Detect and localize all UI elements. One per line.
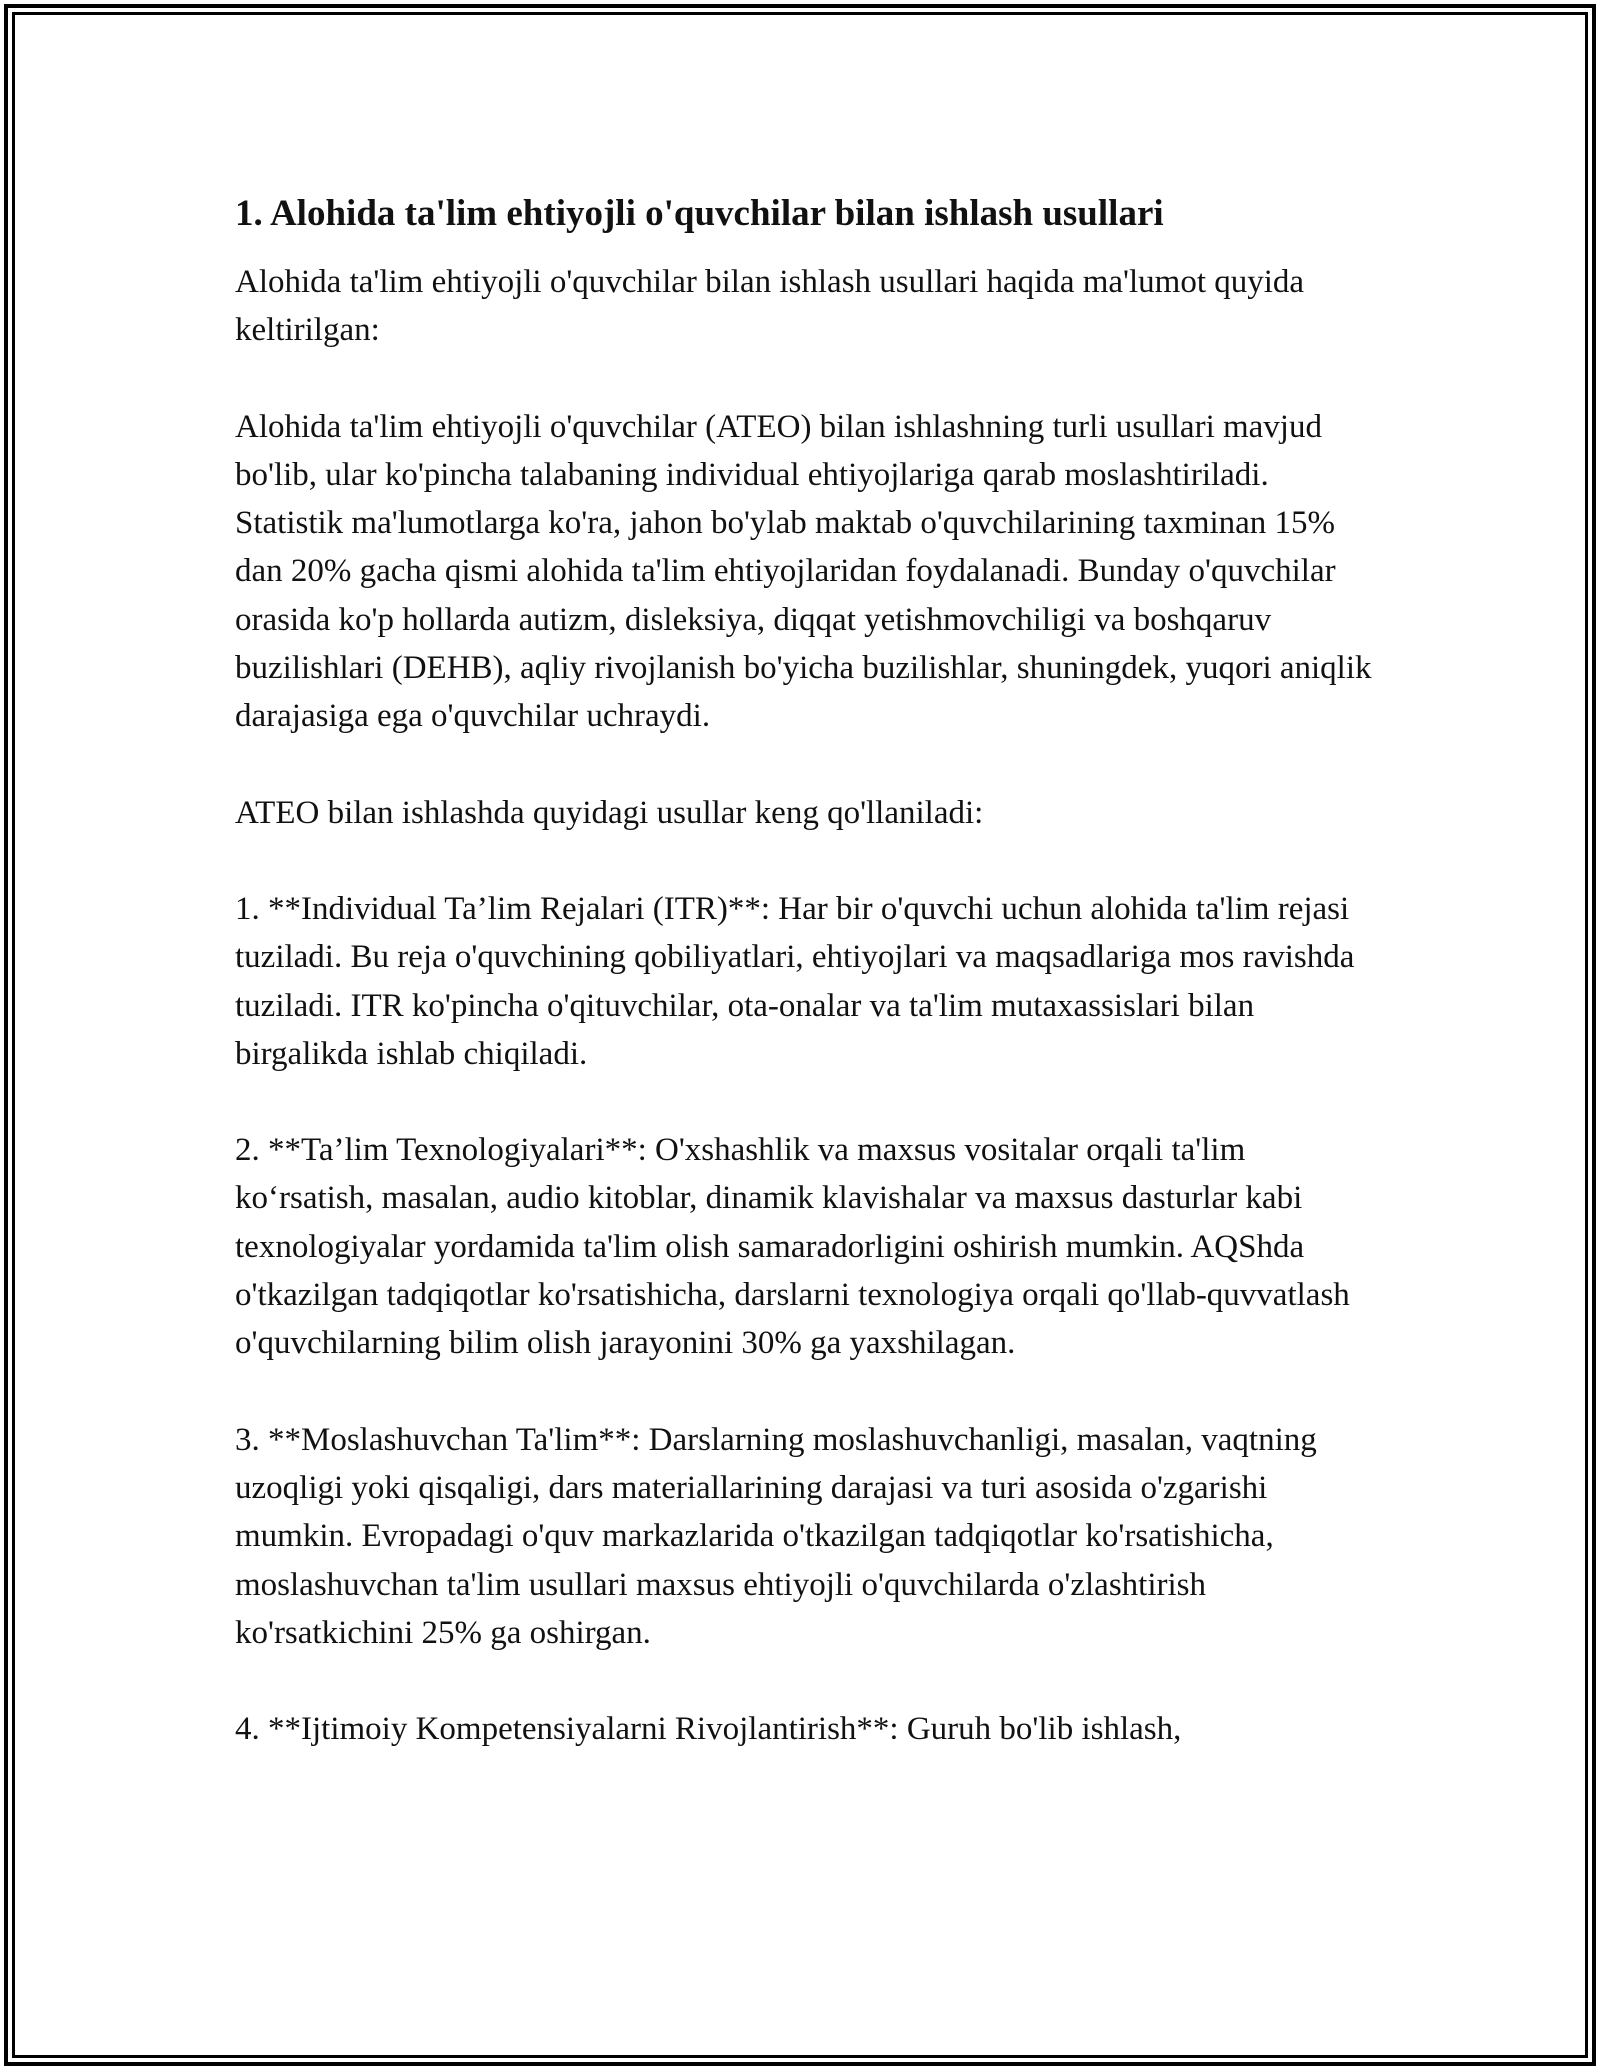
method-item-2: 2. **Ta’lim Texnologiyalari**: O'xshashlik va maxsus vositalar orqali ta'lim ko‘rsatish, masalan, audio kitoblar, dinamik klavishalar va maxsus dasturlar kabi texnologiyalar yordamida ta'lim olish samaradorligini oshirish mumkin. AQShda o'tkazilgan tadqiqotlar ko'rsatishicha, darslarni texnologiya orqali qo'llab-quvvatlash o'quvchilarning bilim olish jarayonini 30% ga yaxshilagan. (235, 1132, 1350, 1362)
document-body (235, 190, 1375, 1801)
methods-intro-paragraph: ATEO bilan ishlashda quyidagi usullar keng qo'llaniladi: (235, 794, 984, 831)
overview-paragraph: Alohida ta'lim ehtiyojli o'quvchilar (ATEO) bilan ishlashning turli usullari mavjud bo'lib, ular ko'pincha talabaning individual ehtiyojlariga qarab moslashtiriladi. Statistik ma'lumotlarga ko'ra, jahon bo'ylab maktab o'quvchilarining taxminan 15% dan 20% gacha qismi alohida ta'lim ehtiyojlaridan foydalanadi. Bunday o'quvchilar orasida ko'p hollarda autizm, disleksiya, diqqat yetishmovchiligi va boshqaruv buzilishlari (DEHB), aqliy rivojlanish bo'yicha buzilishlar, shuningdek, yuqori aniqlik darajasiga ega o'quvchilar uchraydi. (235, 408, 1372, 735)
method-item-3: 3. **Moslashuvchan Ta'lim**: Darslarning moslashuvchanligi, masalan, vaqtning uzoqligi yoki qisqaligi, dars materiallarining darajasi va turi asosida o'zgarishi mumkin. Evropadagi o'quv markazlarida o'tkazilgan tadqiqotlar ko'rsatishicha, moslashuvchan ta'lim usullari maxsus ehtiyojli o'quvchilarda o'zlashtirish ko'rsatkichini 25% ga oshirgan. (235, 1421, 1317, 1651)
intro-paragraph: Alohida ta'lim ehtiyojli o'quvchilar bilan ishlash usullari haqida ma'lumot quyida keltirilgan: (235, 264, 1305, 349)
section-heading: 1. Alohida ta'lim ehtiyojli o'quvchilar bilan ishlash usullari (235, 193, 1164, 234)
method-item-4: 4. **Ijtimoiy Kompetensiyalarni Rivojlantirish**: Guruh bo'lib ishlash, (235, 1711, 1182, 1748)
method-item-1: 1. **Individual Ta’lim Rejalari (ITR)**: Har bir o'quvchi uchun alohida ta'lim rejasi tuziladi. Bu reja o'quvchining qobiliyatlari, ehtiyojlari va maqsadlariga mos ravishda tuziladi. ITR ko'pincha o'qituvchilar, ota-onalar va ta'lim mutaxassislari bilan birgalikda ishlab chiqiladi. (235, 890, 1355, 1072)
